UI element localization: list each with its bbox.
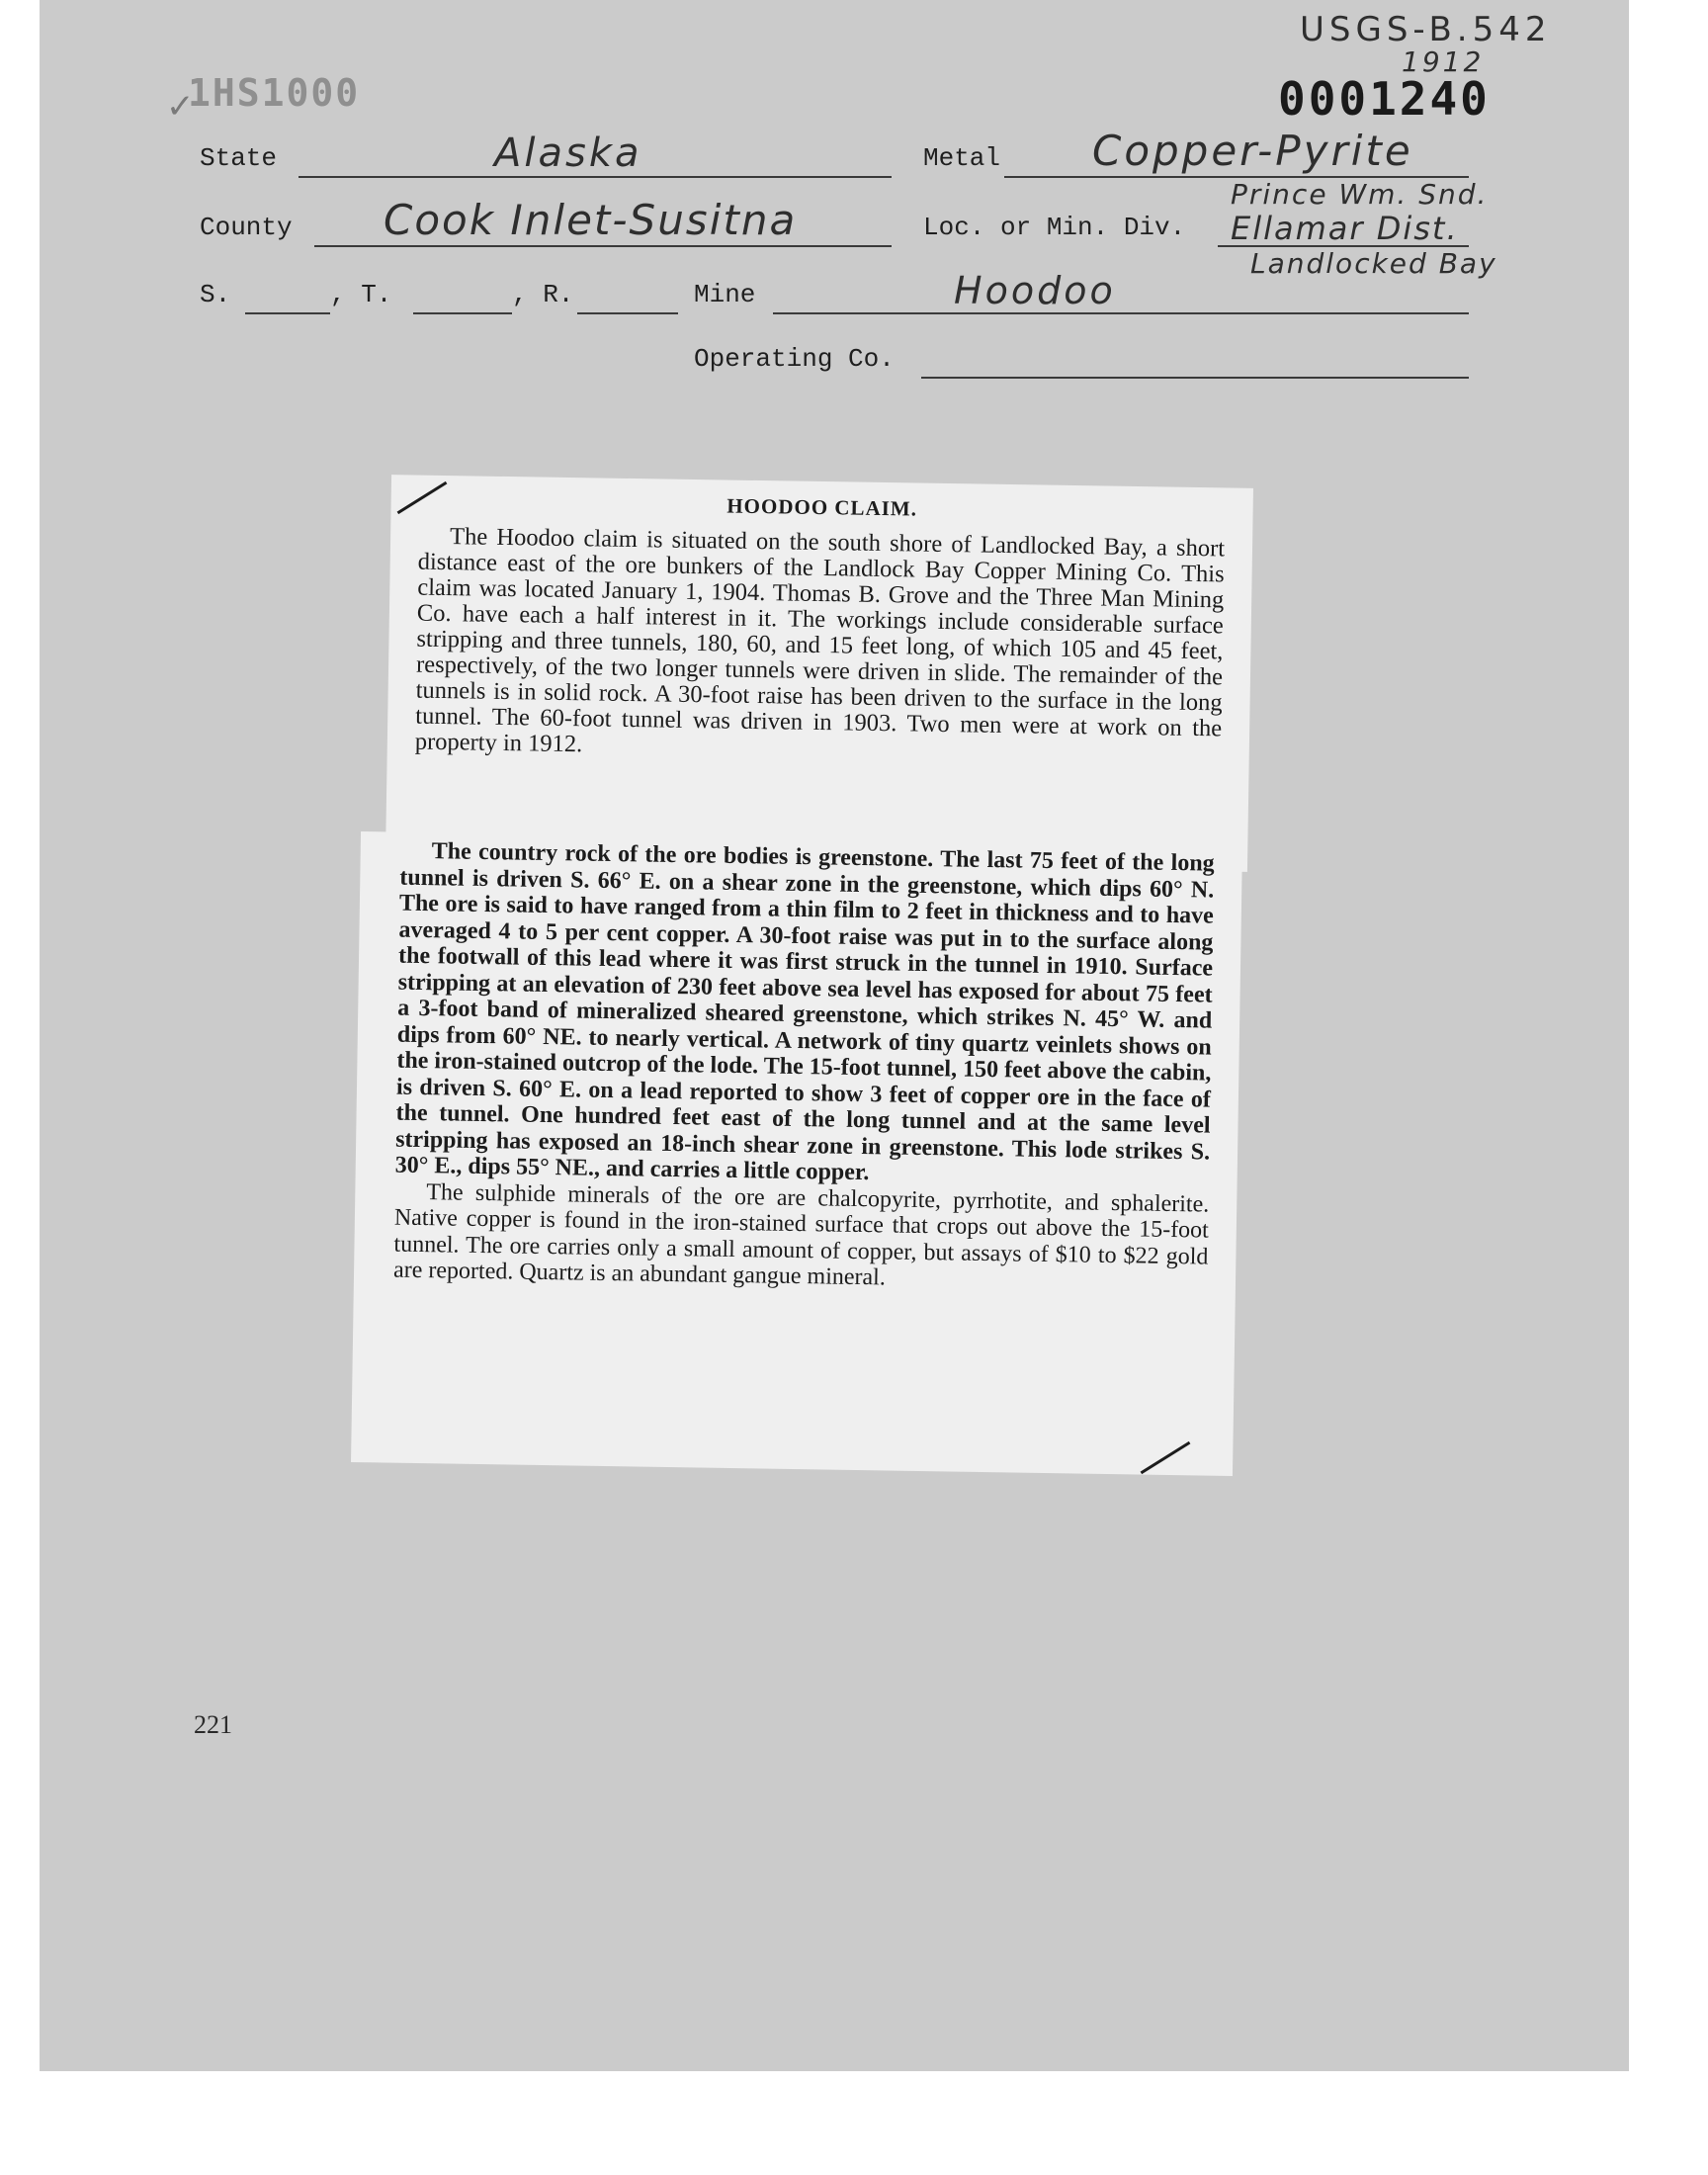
range-line bbox=[577, 312, 678, 314]
section-line bbox=[245, 312, 330, 314]
document-number: 0001240 bbox=[1278, 72, 1491, 126]
section-label: S. bbox=[200, 280, 231, 309]
township-label: , T. bbox=[330, 280, 392, 309]
reference-year: 1912 bbox=[1402, 45, 1485, 78]
clipping-geology bbox=[351, 831, 1242, 1476]
loc-value-3: Landlocked Bay bbox=[1250, 247, 1497, 280]
metal-value: Copper-Pyrite bbox=[1092, 127, 1413, 175]
page-number: 221 bbox=[194, 1710, 232, 1739]
scan-margin bbox=[0, 2071, 1708, 2175]
operating-label: Operating Co. bbox=[694, 344, 895, 374]
reference-code: USGS-B.542 bbox=[1300, 10, 1552, 49]
loc-value-2: Ellamar Dist. bbox=[1231, 210, 1459, 247]
mine-label: Mine bbox=[694, 280, 756, 309]
clipping-paragraph: The sulphide minerals of the ore are chalcopyrite, pyrrhotite, and sphalerite. Native copper is found in the iron-stained surface that crops out above the 15-foot tunnel. The ore carries only a small amount of copper, but assays of $10 to $22 gold are reported. Quartz is an abundant gangue mineral. bbox=[392, 1178, 1210, 1291]
clipping-title: HOODOO CLAIM. bbox=[726, 493, 918, 521]
range-label: , R. bbox=[512, 280, 574, 309]
loc-value-1: Prince Wm. Snd. bbox=[1231, 178, 1489, 211]
faint-stamp: 1HS1000 bbox=[188, 71, 361, 115]
state-value: Alaska bbox=[494, 130, 642, 176]
clipping-paragraph: The country rock of the ore bodies is greenstone. The last 75 feet of the long tunnel is driven S. 66° E. on a shear zone in the greenstone, which dips 60° N. The ore is said to have ranged from a thin film to 2 feet in thickness and to have averaged 4 to 5 per cent copper. A 30-foot raise was put in to the surface along the footwall of this lead where it was first struck in the tunnel in 1910. Surface stripping at an elevation of 230 feet above sea level has exposed for about 75 feet a 3-foot band of mineralized sheared greenstone, which strikes N. 45° W. and dips from 60° NE. to nearly vertical. A network of tiny quartz veinlets shows on the iron-stained outcrop of the lode. The 15-foot tunnel, 150 feet above the cabin, is driven S. 60° E. on a lead reported to show 3 feet of copper ore in the face of the tunnel. One hundred feet east of the long tunnel and at the same level stripping has exposed an 18-inch shear zone in greenstone. This lode strikes S. 30° E., dips 55° NE., and carries a little copper. bbox=[394, 838, 1215, 1186]
metal-label: Metal bbox=[923, 143, 1001, 173]
county-value: Cook Inlet-Susitna bbox=[384, 196, 798, 244]
check-mark-icon: ✓ bbox=[166, 87, 195, 127]
loc-label: Loc. or Min. Div. bbox=[923, 213, 1186, 242]
county-line bbox=[314, 245, 892, 247]
mine-line bbox=[773, 312, 1469, 314]
township-line bbox=[413, 312, 512, 314]
state-label: State bbox=[200, 143, 278, 173]
clipping-paragraph: The Hoodoo claim is situated on the south shore of Landlocked Bay, a short distance east of the ore bunkers of the Landlock Bay Copper Mining Co. This claim was located January 1, 1904. Thomas B. Grove and the Three Man Mining Co. have each a half interest in it. The workings include considerable surface stripping and three tunnels, 180, 60, and 15 feet long, of which 105 and 45 feet, respectively, of the two longer tunnels were driven in slide. The remainder of the tunnels is in solid rock. A 30-foot raise has been driven to the surface in the long tunnel. The 60-foot tunnel was driven in 1903. Two men were at work on the property in 1912. bbox=[414, 523, 1226, 758]
clipping-hoodoo-claim bbox=[385, 475, 1253, 872]
county-label: County bbox=[200, 213, 293, 242]
operating-line bbox=[921, 377, 1469, 379]
state-line bbox=[299, 176, 892, 178]
mine-value: Hoodoo bbox=[954, 269, 1116, 312]
